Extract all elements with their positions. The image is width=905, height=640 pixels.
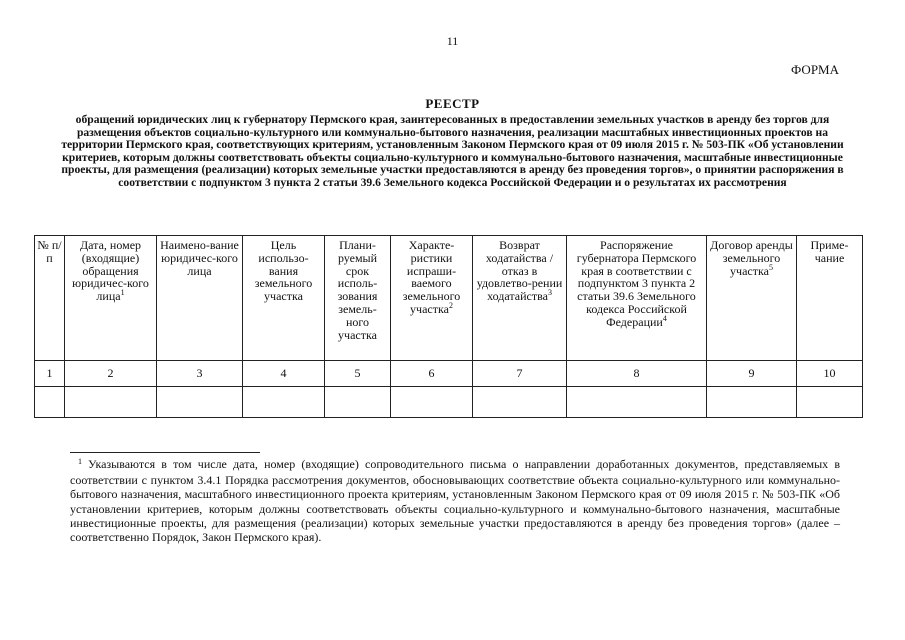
empty-cell — [243, 387, 325, 418]
empty-data-row — [35, 387, 863, 418]
column-number: 5 — [325, 361, 391, 387]
column-number: 2 — [65, 361, 157, 387]
document-subtitle: обращений юридических лиц к губернатору Пермского края, заинтересованных в предоставлении земельных участков в аренду без торгов для размещения объектов социально-культурного или коммунально-бытового назначения, реализации масштабных инвестиционных проектов на территории Пермского края, соответствующих критериям, установленным Законом Пермского края от 09 июля 2015 г. № 503-ПК «Об установлении критериев, которым должны соответствовать объекты социально-культурного и коммунально-бытового назначения, масштабные инвестиционные проекты, для размещения (реализации) которых земельные участки предоставляются в аренду без проведения торгов», о принятии распоряжения в соответствии с подпунктом 3 пункта 2 статьи 39.6 Земельного кодекса Российской Федерации и о результатах их рассмотрения — [61, 113, 844, 189]
empty-cell — [391, 387, 473, 418]
column-number: 1 — [35, 361, 65, 387]
col-header: Возврат ходатайства / отказ в удовлетво-рении ходатайства$^3$ — [473, 236, 567, 361]
col-header: Распоряжение губернатора Пермского края в соответствии с подпунктом 3 пункта 2 статьи 39.6 Земельного кодекса Российской Федерации$^4$ — [567, 236, 707, 361]
table-header-row — [35, 236, 863, 361]
registry-table — [34, 235, 863, 418]
column-number-row — [35, 361, 863, 387]
page-number: 11 — [446, 34, 459, 48]
col-header: Плани-руемый срок исполь-зования земель-ного участка — [325, 236, 391, 361]
col-header: Приме-чание — [797, 236, 863, 361]
form-label: ФОРМА — [791, 62, 839, 77]
column-number: 9 — [707, 361, 797, 387]
col-header: Наимено-вание юридичес-кого лица — [157, 236, 243, 361]
column-number: 3 — [157, 361, 243, 387]
column-number: 4 — [243, 361, 325, 387]
column-number: 10 — [797, 361, 863, 387]
col-header: Договор аренды земельного участка$^5$ — [707, 236, 797, 361]
empty-cell — [325, 387, 391, 418]
column-number: 8 — [567, 361, 707, 387]
empty-cell — [473, 387, 567, 418]
empty-cell — [567, 387, 707, 418]
col-header: Цель использо-вания земельного участка — [243, 236, 325, 361]
empty-cell — [65, 387, 157, 418]
document-title: РЕЕСТР — [425, 96, 480, 111]
empty-cell — [707, 387, 797, 418]
footnote-text: Указываются в том числе дата, номер (входящие) сопроводительного письма о направлении доработанных документов, представляемых в соответствии с пунктом 3.4.1 Порядка рассмотрения документов, обосновывающих соответствие объекта социально-культурного или коммунально-бытового назначения, масштабного инвестиционного проекта критериям, установленным Законом Пермского края от 09 июля 2015 г. № 503-ПК «Об установлении критериев, которым должны соответствовать объекты социально-культурного и коммунально-бытового назначения, масштабные инвестиционные проекты, для размещения (реализации) которых земельные участки предоставляются в аренду без проведения торгов» (далее – соответственно Порядок, Закон Пермского края). — [70, 457, 840, 545]
empty-cell — [35, 387, 65, 418]
column-number: 6 — [391, 361, 473, 387]
empty-cell — [797, 387, 863, 418]
column-number: 7 — [473, 361, 567, 387]
footnote — [70, 457, 840, 544]
footnote-divider — [70, 452, 260, 453]
col-header: Характе-ристики испраши-ваемого земельного участка$^2$ — [391, 236, 473, 361]
empty-cell — [157, 387, 243, 418]
col-header: Дата, номер (входящие) обращения юридичес-кого лица$^1$ — [65, 236, 157, 361]
col-header: № п/п — [35, 236, 65, 361]
footnote-mark: 1 — [78, 457, 82, 466]
